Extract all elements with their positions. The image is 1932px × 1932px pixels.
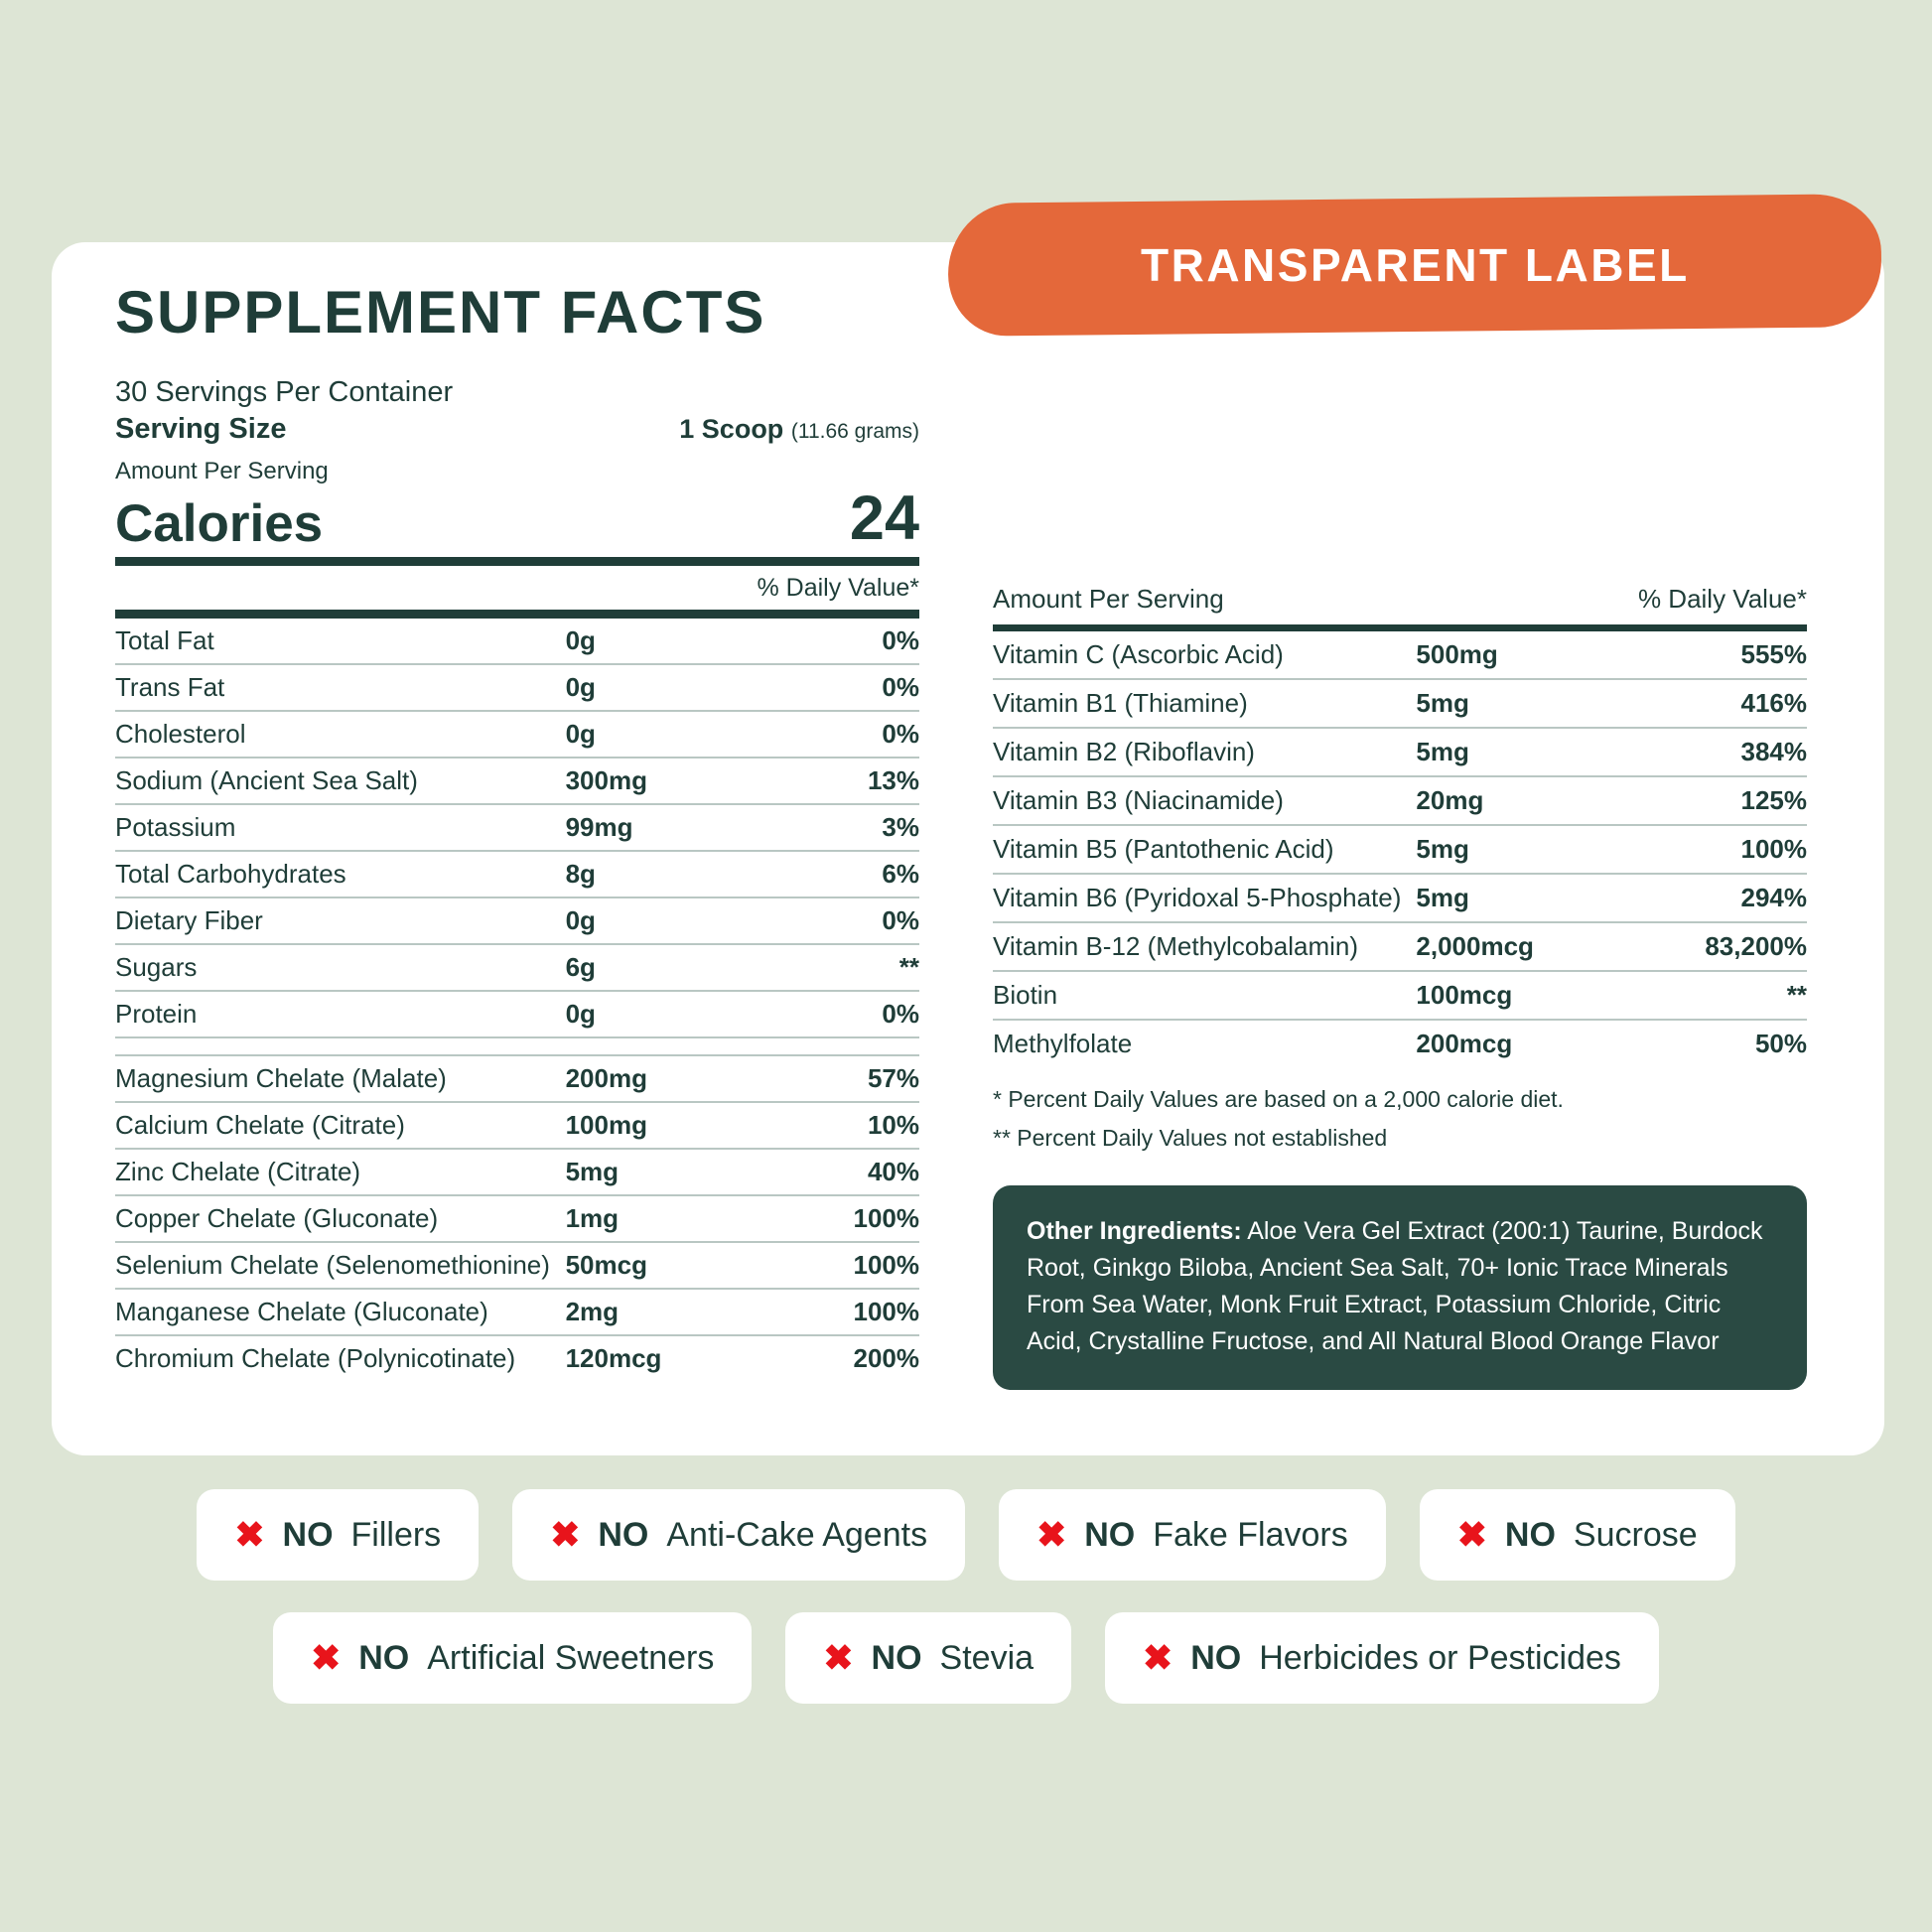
badge-no-word: NO xyxy=(1504,1515,1556,1554)
vitamin-amount: 5mg xyxy=(1416,728,1627,776)
x-mark-icon: ✖ xyxy=(1143,1637,1173,1678)
vitamin-amount: 500mg xyxy=(1416,631,1627,679)
nutrient-name: Total Carbohydrates xyxy=(115,851,566,897)
x-mark-icon: ✖ xyxy=(550,1514,581,1555)
nutrient-dv: 6% xyxy=(774,851,919,897)
vitamin-name: Vitamin B-12 (Methylcobalamin) xyxy=(993,922,1416,971)
badge-no-word: NO xyxy=(598,1515,649,1554)
vitamin-name: Biotin xyxy=(993,971,1416,1020)
daily-value-header xyxy=(115,566,919,619)
vitamin-dv: ** xyxy=(1628,971,1807,1020)
table-row xyxy=(993,1020,1807,1067)
mineral-dv: 200% xyxy=(853,1343,919,1374)
nutrient-amount: 0g xyxy=(566,664,775,711)
vitamin-amount: 200mcg xyxy=(1416,1029,1513,1058)
nutrient-dv: 0% xyxy=(774,991,919,1037)
badge-row-1 xyxy=(0,1489,1932,1581)
badge-no-word: NO xyxy=(358,1638,410,1677)
table-row xyxy=(115,944,919,991)
nutrient-name: Sodium (Ancient Sea Salt) xyxy=(115,758,566,804)
other-ingredients-text: Aloe Vera Gel Extract (200:1) Taurine, Burdock Root, Ginkgo Biloba, Ancient Sea Salt, 70+ Ionic Trace Minerals From Sea Water, Monk Fruit Extract, Potassium Chloride, Citric Acid, Crystalline Fructose, and All Natural Blood Orange Flavor xyxy=(1027,1216,1763,1355)
badge-label: Stevia xyxy=(939,1638,1035,1677)
nutrient-amount: 6g xyxy=(566,944,775,991)
nutrient-dv: 3% xyxy=(774,804,919,851)
badge-no-herbicides-or-pesticides xyxy=(1105,1612,1659,1704)
nutrient-amount: 300mg xyxy=(566,758,775,804)
footnote-2: ** Percent Daily Values not established xyxy=(993,1125,1388,1152)
vitamin-amount: 2,000mcg xyxy=(1416,922,1627,971)
vitamin-dv: 294% xyxy=(1628,874,1807,922)
mineral-name: Manganese Chelate (Gluconate) xyxy=(115,1289,566,1335)
serving-size-row xyxy=(115,413,919,446)
vitamin-name: Vitamin B3 (Niacinamide) xyxy=(993,776,1416,825)
table-row xyxy=(993,825,1807,874)
nutrient-name: Trans Fat xyxy=(115,664,566,711)
badge-no-sucrose xyxy=(1420,1489,1735,1581)
x-mark-icon: ✖ xyxy=(1456,1514,1487,1555)
nutrient-name: Potassium xyxy=(115,804,566,851)
daily-value-header-text: % Daily Value* xyxy=(757,574,919,603)
nutrient-name: Dietary Fiber xyxy=(115,897,566,944)
vitamin-name: Vitamin C (Ascorbic Acid) xyxy=(993,631,1416,679)
mineral-dv: 100% xyxy=(774,1195,919,1242)
table-row xyxy=(115,1102,919,1149)
badge-no-word: NO xyxy=(1084,1515,1136,1554)
mineral-amount: 2mg xyxy=(566,1289,775,1335)
table-row xyxy=(115,758,919,804)
badge-no-word: NO xyxy=(1190,1638,1242,1677)
table-row xyxy=(115,711,919,758)
nutrient-dv: 0% xyxy=(774,619,919,664)
nutrient-name: Total Fat xyxy=(115,619,566,664)
nutrient-dv: 0% xyxy=(774,897,919,944)
nutrient-amount: 0g xyxy=(566,991,775,1037)
mineral-amount: 120mcg xyxy=(565,1343,662,1374)
servings-per-container: 30 Servings Per Container xyxy=(115,376,454,408)
amount-per-serving-label: Amount Per Serving xyxy=(115,458,329,484)
vitamin-amount: 5mg xyxy=(1416,679,1627,728)
table-row xyxy=(115,804,919,851)
nutrients-table xyxy=(115,619,919,1381)
vitamin-name: Vitamin B5 (Pantothenic Acid) xyxy=(993,825,1416,874)
nutrient-amount: 99mg xyxy=(566,804,775,851)
page-title: SUPPLEMENT FACTS xyxy=(115,279,766,345)
calories-row xyxy=(115,485,919,566)
table-row xyxy=(993,631,1807,679)
x-mark-icon: ✖ xyxy=(311,1637,342,1678)
nutrient-name: Cholesterol xyxy=(115,711,566,758)
table-row xyxy=(115,1055,919,1102)
nutrient-amount: 0g xyxy=(566,711,775,758)
vitamin-dv: 50% xyxy=(1754,1029,1807,1058)
mineral-name: Calcium Chelate (Citrate) xyxy=(115,1102,566,1149)
table-row xyxy=(993,922,1807,971)
table-row xyxy=(115,1289,919,1335)
badge-no-anti-cake-agents xyxy=(512,1489,965,1581)
serving-size-amount: 1 Scoop xyxy=(679,414,784,444)
badge-label: Fake Flavors xyxy=(1153,1515,1348,1554)
vitamin-name: Vitamin B2 (Riboflavin) xyxy=(993,728,1416,776)
table-row xyxy=(115,619,919,664)
table-row xyxy=(993,971,1807,1020)
badge-no-stevia xyxy=(785,1612,1071,1704)
x-mark-icon: ✖ xyxy=(234,1514,265,1555)
table-row xyxy=(115,991,919,1037)
mineral-dv: 100% xyxy=(774,1242,919,1289)
mineral-amount: 50mcg xyxy=(566,1242,775,1289)
mineral-dv: 10% xyxy=(774,1102,919,1149)
mineral-amount: 200mg xyxy=(566,1055,775,1102)
right-amount-per-serving-label: Amount Per Serving xyxy=(993,584,1224,614)
nutrient-amount: 0g xyxy=(566,619,775,664)
nutrient-name: Sugars xyxy=(115,944,566,991)
nutrient-dv: 0% xyxy=(774,664,919,711)
mineral-name: Magnesium Chelate (Malate) xyxy=(115,1055,566,1102)
mineral-name: Chromium Chelate (Polynicotinate) xyxy=(115,1343,516,1374)
table-row xyxy=(115,1242,919,1289)
table-row xyxy=(993,728,1807,776)
vitamin-amount: 100mcg xyxy=(1416,971,1627,1020)
vitamin-amount: 5mg xyxy=(1416,825,1627,874)
table-group-divider xyxy=(115,1037,919,1055)
mineral-name: Selenium Chelate (Selenomethionine) xyxy=(115,1242,566,1289)
serving-size-label: Serving Size xyxy=(115,413,287,445)
badge-no-word: NO xyxy=(871,1638,922,1677)
nutrient-amount: 8g xyxy=(566,851,775,897)
right-daily-value-header: % Daily Value* xyxy=(1637,584,1807,614)
x-mark-icon: ✖ xyxy=(1036,1514,1067,1555)
table-row xyxy=(115,1195,919,1242)
vitamin-dv: 384% xyxy=(1628,728,1807,776)
mineral-amount: 5mg xyxy=(566,1149,775,1195)
vitamin-name: Vitamin B1 (Thiamine) xyxy=(993,679,1416,728)
vitamin-amount: 20mg xyxy=(1416,776,1627,825)
calories-label: Calories xyxy=(115,493,324,553)
badge-no-artificial-sweetners xyxy=(273,1612,752,1704)
mineral-amount: 100mg xyxy=(566,1102,775,1149)
other-ingredients-label: Other Ingredients: xyxy=(1027,1216,1242,1245)
vitamins-table xyxy=(993,631,1807,1067)
calories-value: 24 xyxy=(849,483,919,553)
footnote-1: * Percent Daily Values are based on a 2,000 calorie diet. xyxy=(993,1086,1564,1112)
badge-row-2 xyxy=(0,1612,1932,1704)
badge-no-fake-flavors xyxy=(999,1489,1386,1581)
vitamin-dv: 555% xyxy=(1628,631,1807,679)
table-row xyxy=(115,851,919,897)
table-row xyxy=(115,1335,919,1381)
mineral-amount: 1mg xyxy=(566,1195,775,1242)
mineral-dv: 57% xyxy=(774,1055,919,1102)
badge-no-fillers xyxy=(197,1489,479,1581)
other-ingredients-box xyxy=(993,1185,1807,1390)
mineral-name: Copper Chelate (Gluconate) xyxy=(115,1195,566,1242)
vitamin-amount: 5mg xyxy=(1416,874,1627,922)
nutrient-amount: 0g xyxy=(566,897,775,944)
vitamin-dv: 100% xyxy=(1628,825,1807,874)
serving-size-value xyxy=(679,414,919,445)
vitamin-dv: 83,200% xyxy=(1628,922,1807,971)
badge-label: Artificial Sweetners xyxy=(427,1638,715,1677)
no-badges-section xyxy=(0,1489,1932,1735)
banner-text: TRANSPARENT LABEL xyxy=(1140,239,1690,291)
nutrient-name: Protein xyxy=(115,991,566,1037)
badge-label: Anti-Cake Agents xyxy=(666,1515,928,1554)
right-amount-per-serving-row xyxy=(993,584,1807,631)
nutrient-dv: ** xyxy=(774,944,919,991)
x-mark-icon: ✖ xyxy=(823,1637,854,1678)
vitamin-dv: 125% xyxy=(1628,776,1807,825)
right-panel xyxy=(993,584,1807,1390)
vitamin-dv: 416% xyxy=(1628,679,1807,728)
badge-label: Fillers xyxy=(350,1515,442,1554)
left-panel xyxy=(115,278,919,1381)
table-row xyxy=(115,664,919,711)
vitamin-name: Vitamin B6 (Pyridoxal 5-Phosphate) xyxy=(993,874,1416,922)
mineral-name: Zinc Chelate (Citrate) xyxy=(115,1149,566,1195)
table-row xyxy=(993,776,1807,825)
nutrient-dv: 13% xyxy=(774,758,919,804)
table-row xyxy=(115,1149,919,1195)
mineral-dv: 40% xyxy=(774,1149,919,1195)
badge-no-word: NO xyxy=(282,1515,334,1554)
transparent-label-banner xyxy=(947,194,1881,337)
table-row xyxy=(115,897,919,944)
mineral-dv: 100% xyxy=(774,1289,919,1335)
serving-size-grams: (11.66 grams) xyxy=(790,420,919,443)
badge-label: Herbicides or Pesticides xyxy=(1259,1638,1621,1677)
nutrient-dv: 0% xyxy=(774,711,919,758)
badge-label: Sucrose xyxy=(1573,1515,1698,1554)
table-row xyxy=(993,874,1807,922)
vitamin-name: Methylfolate xyxy=(993,1029,1133,1058)
table-row xyxy=(993,679,1807,728)
